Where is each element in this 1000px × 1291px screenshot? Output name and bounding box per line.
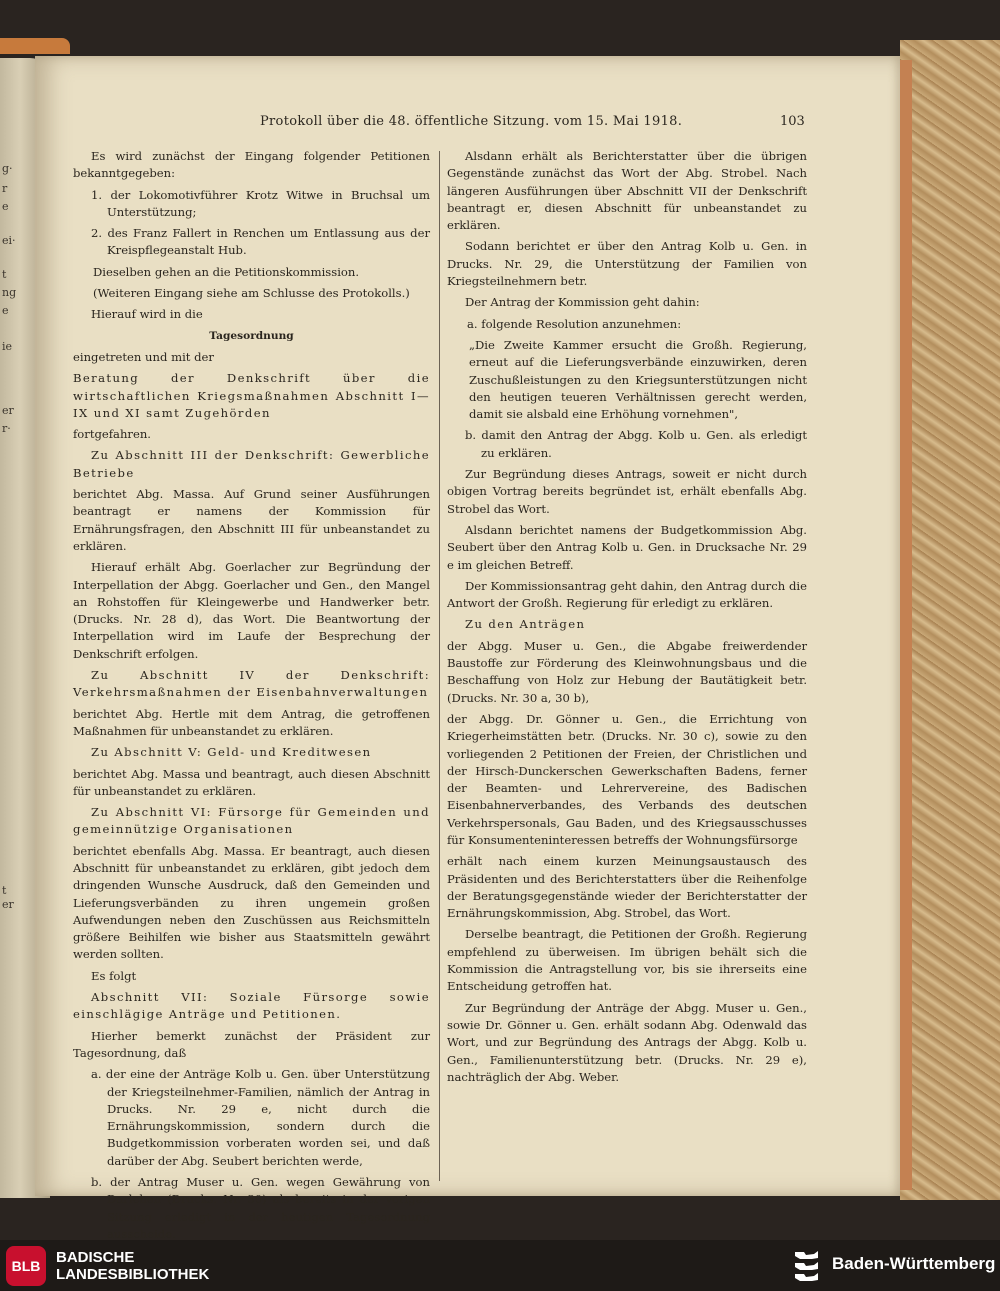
section-heading: Zu Abschnitt VI: Fürsorge für Gemeinden und gemeinnützige Organisationen	[73, 805, 430, 837]
section-heading: Zu Abschnitt IV der Denkschrift: Verkehrsmaßnahmen der Eisenbahnverwaltungen	[73, 668, 430, 700]
section-heading: Zu den Anträgen	[465, 617, 586, 632]
blb-name-line2: LANDESBIBLIOTHEK	[56, 1266, 210, 1283]
paragraph: Es wird zunächst der Eingang folgender Petitionen bekanntgegeben:	[73, 149, 430, 181]
margin-fragment: ng	[2, 286, 17, 299]
page-number: 103	[780, 114, 805, 129]
margin-fragment: r·	[2, 422, 11, 435]
margin-fragment: t	[2, 884, 7, 897]
paragraph: Dieselben gehen an die Petitionskommission.	[93, 264, 360, 279]
section-heading: Tagesordnung	[209, 329, 294, 342]
paragraph: Es folgt	[91, 968, 137, 983]
paragraph: berichtet ebenfalls Abg. Massa. Er beantragt, auch diesen Abschnitt für unbeanstandet zu erklären, gibt jedoch dem dringenden Wunsche Ausdruck, daß den Gemeinden und Lieferungsverbänden zu ihren ungemein großen Aufwendungen neben den Zuschüssen aus Reichsmitteln größere Beihilfen wie bisher aus Staatsmitteln gewährt werden sollten.	[73, 843, 430, 962]
paragraph: eingetreten und mit der	[73, 349, 214, 364]
margin-fragment: e	[2, 304, 9, 317]
paragraph: Sodann berichtet er über den Antrag Kolb u. Gen. in Drucks. Nr. 29, die Unterstützung der Familien von Kriegsteilnehmern betr.	[447, 239, 807, 289]
paragraph: fortgefahren.	[73, 427, 151, 442]
document-page	[35, 56, 900, 1240]
section-heading: Zu Abschnitt III der Denkschrift: Gewerbliche Betriebe	[73, 448, 430, 480]
margin-fragment: ei·	[2, 234, 16, 247]
paragraph: berichtet Abg. Massa. Auf Grund seiner Ausführungen beantragt er namens der Kommission für Ernährungsfragen, den Abschnitt III für unbeanstandet zu erklären.	[73, 487, 430, 553]
book-cover-edge	[0, 38, 70, 54]
margin-fragment: r	[2, 182, 8, 195]
marbled-page-edge	[900, 40, 1000, 1200]
list-item: 1. der Lokomotivführer Krotz Witwe in Bruchsal um Unterstützung;	[91, 187, 430, 219]
paragraph: Alsdann berichtet namens der Budgetkommission Abg. Seubert über den Antrag Kolb u. Gen. in Drucksache Nr. 29 e im gleichen Betreff.	[447, 522, 807, 572]
paragraph: Hierher bemerkt zunächst der Präsident zur Tagesordnung, daß	[73, 1028, 430, 1060]
paragraph: Der Kommissionsantrag geht dahin, den Antrag durch die Antwort der Großh. Regierung für erledigt zu erklären.	[447, 578, 807, 611]
paragraph: der Abgg. Dr. Gönner u. Gen., die Errichtung von Kriegerheimstätten betr. (Drucks. Nr. 30 c), sowie zu den vorliegenden 2 Petitionen der Freien, der Christlichen und der Hirsch-Dunckerschen Gewerkschaften Badens, ferner der Beamten- und Lehrervereine, des Badischen Eisenbahnerverbandes, des Verbands des deutschen Verkehrspersonals, Gau Baden, und des Kriegsausschusses für Konsumenteninteressen betreffs der Wohnungsfürsorge	[447, 711, 807, 847]
quoted-resolution: „Die Zweite Kammer ersucht die Großh. Regierung, erneut auf die Lieferungsverbände einzuwirken, deren Zuschußleistungen zu den Kriegsunterstützungen nicht den heutigen teueren Verhältnissen gerecht werden, damit sie alsbald eine Erhöhung vornehmen",	[469, 337, 807, 422]
page-header	[35, 114, 900, 134]
margin-fragment: e	[2, 200, 9, 213]
paragraph: Der Antrag der Kommission geht dahin:	[465, 295, 700, 310]
margin-fragment: t	[2, 268, 7, 281]
blb-logo[interactable]: BLB	[6, 1246, 46, 1286]
margin-fragment: g·	[2, 162, 13, 175]
paragraph: Alsdann erhält als Berichterstatter über die übrigen Gegenstände zunächst das Wort der Abg. Strobel. Nach längeren Ausführungen über Abschnitt VII der Denkschrift beantragt er, diesen Abschnitt für unbeanstandet zu erklären.	[447, 149, 807, 233]
section-heading: Zu Abschnitt V: Geld- und Kreditwesen	[91, 745, 372, 760]
blb-name[interactable]	[56, 1249, 209, 1283]
list-item: a. der eine der Anträge Kolb u. Gen. über Unterstützung der Kriegsteilnehmer-Familien, nämlich der Antrag in Drucks. Nr. 29 e, nicht durch die Ernährungskommission, sondern durch die Budgetkommission vorberaten worden sei, und daß darüber der Abg. Seubert berichten werde,	[91, 1067, 430, 1168]
left-text-column	[73, 148, 430, 1240]
blb-name-line1: BADISCHE	[56, 1249, 135, 1266]
list-item: a. folgende Resolution anzunehmen:	[467, 316, 682, 331]
margin-fragment: er	[2, 404, 14, 417]
paragraph: Hierauf erhält Abg. Goerlacher zur Begründung der Interpellation der Abgg. Goerlacher und Gen., den Mangel an Rohstoffen für Kleingewerbe und Handwerker betr. (Drucks. Nr. 28 d), das Wort. Die Beantwortung der Interpellation wird im Laufe der Besprechung der Denkschrift erfolgen.	[73, 560, 430, 661]
list-item: b. damit den Antrag der Abgg. Kolb u. Gen. als erledigt zu erklären.	[465, 428, 807, 460]
margin-fragment: er	[2, 898, 14, 911]
section-heading: Abschnitt VII: Soziale Fürsorge sowie einschlägige Anträge und Petitionen.	[73, 990, 430, 1022]
right-text-column	[447, 148, 807, 1090]
paragraph: Zur Begründung der Anträge der Abgg. Muser u. Gen., sowie Dr. Gönner u. Gen. erhält sodann Abg. Odenwald das Wort, und zur Begründung des Antrags der Abgg. Kolb u. Gen., Familienunterstützung betr. (Drucks. Nr. 29 e), nachträglich der Abg. Weber.	[447, 1000, 807, 1084]
paragraph: berichtet Abg. Hertle mit dem Antrag, die getroffenen Maßnahmen für unbeanstandet zu erklären.	[73, 706, 430, 738]
paragraph: berichtet Abg. Massa und beantragt, auch diesen Abschnitt für unbeanstandet zu erklären.	[73, 766, 430, 798]
paragraph: erhält nach einem kurzen Meinungsaustausch des Präsidenten und des Berichterstatters über die Reihenfolge der Beratungsgegenstände wieder der Berichterstatter der Ernährungskommission, Abg. Strobel, das Wort.	[447, 854, 807, 921]
page-title: Protokoll über die 48. öffentliche Sitzung. vom 15. Mai 1918.	[260, 114, 683, 129]
viewer-footer	[0, 1240, 1000, 1291]
paragraph: Derselbe beantragt, die Petitionen der Großh. Regierung empfehlend zu überweisen. Im übrigen behält sich die Kommission die Antragstellung vor, bis sie ihrerseits eine Entscheidung getroffen hat.	[447, 927, 807, 994]
list-item: 2. des Franz Fallert in Renchen um Entlassung aus der Kreispflegeanstalt Hub.	[91, 226, 430, 258]
column-divider	[439, 151, 440, 1181]
paragraph: Hierauf wird in die	[91, 307, 203, 322]
baden-wuerttemberg-label[interactable]: Baden-Württemberg	[832, 1254, 996, 1273]
paragraph: der Abgg. Muser u. Gen., die Abgabe freiwerdender Baustoffe zur Förderung des Kleinwohnungsbaus und die Beschaffung von Holz zur Hebung der Bautätigkeit betr. (Drucks. Nr. 30 a, 30 b),	[447, 638, 807, 705]
lions-crest-icon	[792, 1248, 822, 1284]
list-item: b. der Antrag Muser u. Gen. wegen Gewährung von Darlehen (Drucks. Nr. 30) als bereits in der vorigen Sitzung erledigt in der heutigen Tagesordnung ausscheide.	[91, 1175, 430, 1240]
paragraph: Beratung der Denkschrift über die wirtschaftlichen Kriegsmaßnahmen Abschnitt I—IX und XI samt Zugehörden	[73, 371, 430, 420]
paragraph: Zur Begründung dieses Antrags, soweit er nicht durch obigen Vortrag bereits begründet ist, erhält ebenfalls Abg. Strobel das Wort.	[447, 467, 807, 516]
paragraph: (Weiteren Eingang siehe am Schlusse des Protokolls.)	[93, 286, 410, 301]
margin-fragment: ie	[2, 340, 13, 353]
